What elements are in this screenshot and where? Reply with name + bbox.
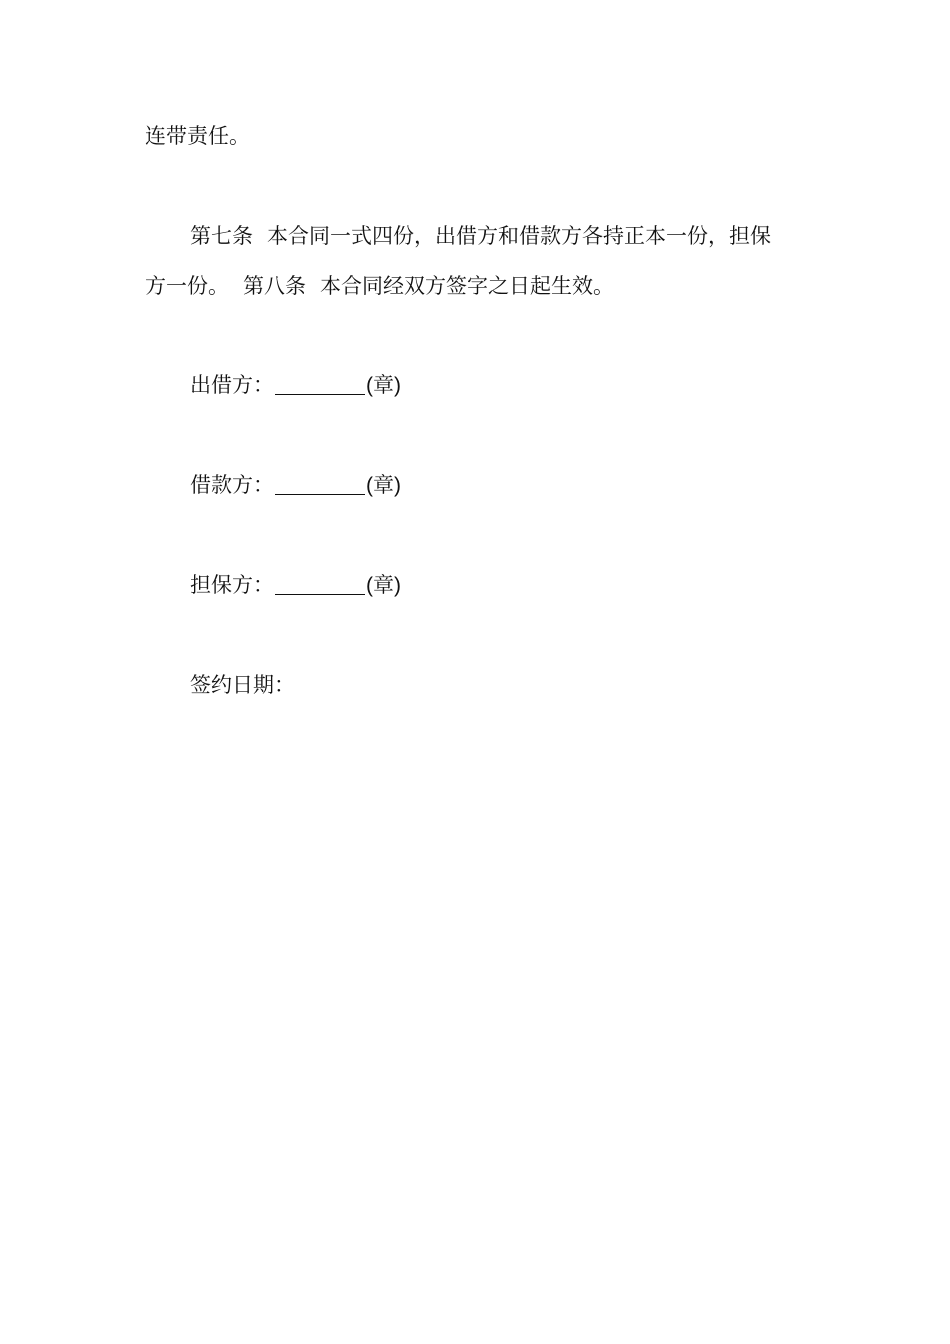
article-7-label: 第七条 [190, 224, 253, 248]
paragraph-liability-end [145, 121, 250, 151]
liability-text: 连带责任。 [145, 124, 250, 148]
guarantor-signature-blank[interactable] [275, 572, 365, 595]
article-7-text-cont: 方一份。 [145, 274, 229, 298]
article-7-text: 本合同一式四份，出借方和借款方各持正本一份，担保 [267, 224, 771, 248]
sign-date-label: 签约日期： [190, 673, 295, 697]
article-7-line-1 [190, 221, 771, 251]
lender-seal: (章) [366, 374, 401, 397]
article-7-line-2 [145, 271, 614, 301]
signature-guarantor [190, 570, 401, 601]
article-8-text: 本合同经双方签字之日起生效。 [320, 274, 614, 298]
guarantor-seal: (章) [366, 574, 401, 597]
article-8-label: 第八条 [243, 274, 306, 298]
borrower-seal: (章) [366, 474, 401, 497]
borrower-signature-blank[interactable] [275, 472, 365, 495]
signature-borrower [190, 470, 401, 501]
borrower-label: 借款方： [190, 473, 274, 497]
guarantor-label: 担保方： [190, 573, 274, 597]
signature-lender [190, 370, 401, 401]
lender-label: 出借方： [190, 373, 274, 397]
lender-signature-blank[interactable] [275, 372, 365, 395]
sign-date [190, 670, 295, 700]
